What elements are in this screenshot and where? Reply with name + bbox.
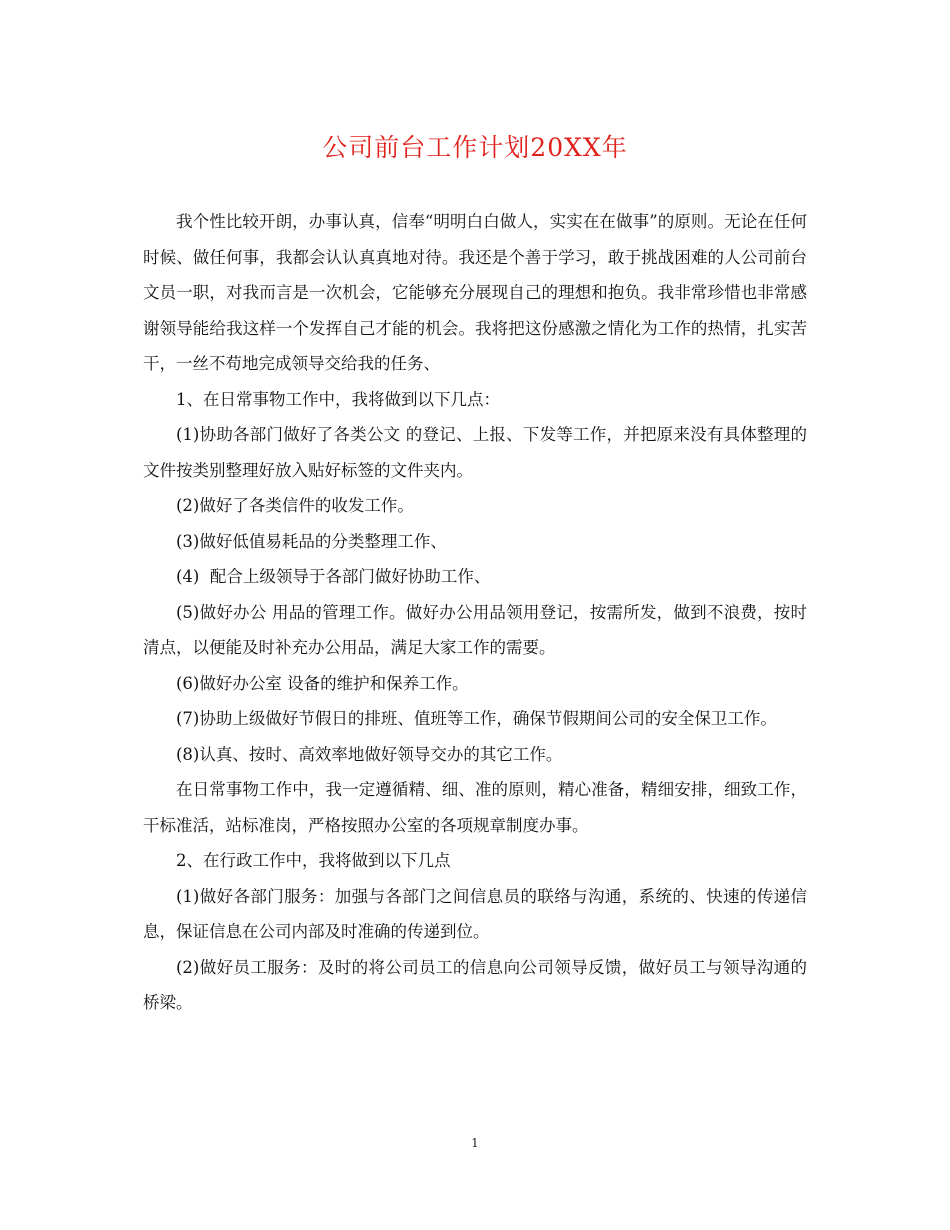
document-title: 公司前台工作计划20XX年: [322, 133, 628, 162]
paragraph-summary: 在日常事物工作中，我一定遵循精、细、准的原则，精心准备，精细安排，细致工作，干标准活，站标准岗，严格按照办公室的各项规章制度办事。: [143, 780, 807, 835]
section-heading-2: 2、在行政工作中，我将做到以下几点: [176, 851, 451, 870]
list-item: (2)做好了各类信件的收发工作。: [176, 496, 414, 515]
list-item: (7)协助上级做好节假日的排班、值班等工作，确保节假期间公司的安全保卫工作。: [176, 709, 777, 728]
document-body: [143, 204, 807, 1021]
list-item: (1)做好各部门服务：加强与各部门之间信息员的联络与沟通，系统的、快速的传递信息，保证信息在公司内部及时准确的传递到位。: [143, 886, 807, 941]
list-item: (1)协助各部门做好了各类公文 的登记、上报、下发等工作，并把原来没有具体整理的文件按类别整理好放入贴好标签的文件夹内。: [143, 425, 807, 480]
page-number: 1: [471, 1136, 479, 1150]
section-heading-1: 1、在日常事物工作中，我将做到以下几点：: [176, 389, 500, 409]
paragraph-intro: 我个性比较开朗，办事认真，信奉“明明白白做人，实实在在做事”的原则。无论在任何时候、做任何事，我都会认认真真地对待。我还是个善于学习，敢于挑战困难的人公司前台文员一职，对我而言是一次机会，它能够充分展现自己的理想和抱负。我非常珍惜也非常感谢领导能给我这样一个发挥自己才能的机会。我将把这份感激之情化为工作的热情，扎实苦干，一丝不苟地完成领导交给我的任务、: [143, 212, 807, 373]
list-item: (4) 配合上级领导于各部门做好协助工作、: [176, 567, 491, 586]
list-item: (5)做好办公 用品的管理工作。做好办公用品领用登记，按需所发，做到不浪费，按时清点，以便能及时补充办公用品，满足大家工作的需要。: [143, 602, 807, 657]
list-item: (3)做好低值易耗品的分类整理工作、: [176, 531, 447, 551]
list-item: (2)做好员工服务：及时的将公司员工的信息向公司领导反馈，做好员工与领导沟通的桥梁。: [143, 957, 807, 1012]
list-item: (8)认真、按时、高效率地做好领导交办的其它工作。: [176, 744, 563, 764]
list-item: (6)做好办公室 设备的维护和保养工作。: [176, 673, 469, 693]
